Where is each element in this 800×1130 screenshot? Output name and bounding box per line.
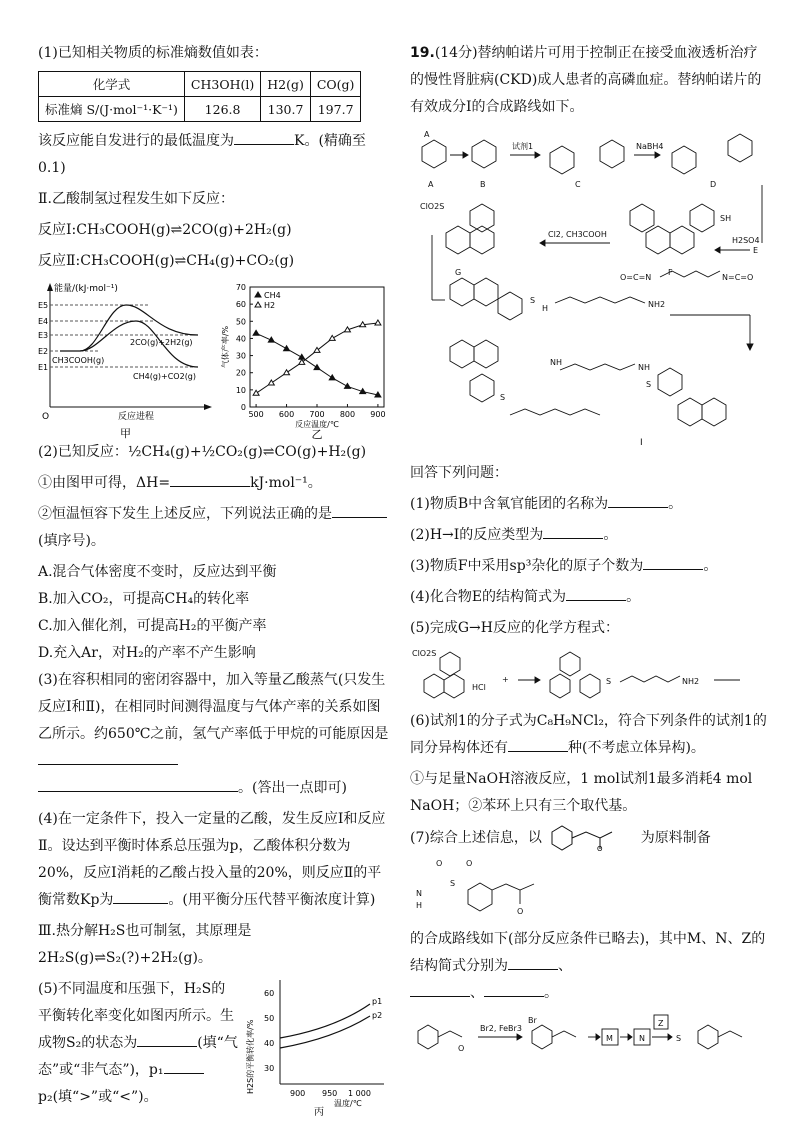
option-c: C.加入催化剂，可提高H₂的平衡产率 <box>38 618 267 634</box>
y-label: 能量/(kJ·mol⁻¹) <box>54 284 118 294</box>
svg-text:900: 900 <box>290 1089 306 1098</box>
svg-text:p1: p1 <box>372 997 383 1006</box>
svg-text:O: O <box>597 845 603 852</box>
option-b: B.加入CO₂，可提高CH₄的转化率 <box>38 591 250 607</box>
p1-curve <box>280 1004 370 1038</box>
svg-text:2CO(g)+2H2(g): 2CO(g)+2H2(g) <box>130 338 193 347</box>
svg-text:ClO2S: ClO2S <box>420 202 445 211</box>
svg-text:O: O <box>466 859 473 868</box>
series-line-H2 <box>256 323 378 393</box>
entropy-table <box>38 71 361 122</box>
svg-text:NH2: NH2 <box>648 300 666 309</box>
option-d: D.充入Ar，对H₂的产率不产生影响 <box>38 645 256 661</box>
svg-text:H: H <box>416 901 423 910</box>
svg-text:反应进程: 反应进程 <box>118 412 155 422</box>
energy-diagram <box>38 279 213 439</box>
q3-text: (3)在容积相同的密闭容器中，加入等量乙酸蒸气(只发生反应Ⅰ和Ⅱ)，在相同时间测得温度与气体产率的关系如图乙所示。约650℃之前，氢气产率低于甲烷的可能原因是 。(答出一点即可) <box>38 672 389 796</box>
data-point-H2 <box>268 380 274 385</box>
table-cell: 197.7 <box>310 97 361 122</box>
y-tick-label: 20 <box>235 368 246 378</box>
svg-text:O: O <box>517 907 524 916</box>
y-tick-label: 70 <box>235 283 246 292</box>
table-header: H2(g) <box>261 72 311 97</box>
x-axis-label: 反应温度/℃ <box>295 420 339 429</box>
svg-text:S: S <box>606 677 612 686</box>
svg-text:O: O <box>42 412 50 422</box>
legend-marker <box>255 302 261 307</box>
svg-text:H: H <box>542 304 549 313</box>
section2-title: Ⅱ.乙酸制氢过程发生如下反应： <box>38 191 234 207</box>
table-cell: 130.7 <box>261 97 311 122</box>
x-tick-label: 900 <box>370 410 386 419</box>
option-a: A.混合气体密度不变时，反应达到平衡 <box>38 564 277 580</box>
data-point-CH4 <box>284 346 290 351</box>
q5-block <box>38 976 393 1116</box>
synthesis-scheme <box>410 125 770 460</box>
svg-text:S: S <box>530 296 536 305</box>
answer-blank[interactable] <box>608 491 668 508</box>
svg-text:NH: NH <box>638 363 650 372</box>
svg-text:D: D <box>710 180 717 189</box>
svg-text:H2S的平衡转化率/%: H2S的平衡转化率/% <box>246 1019 255 1094</box>
x-tick-label: 700 <box>309 410 325 419</box>
chart-caption: 乙 <box>311 428 323 439</box>
svg-text:60: 60 <box>264 989 275 998</box>
table-row-label: 标准熵 S/(J·mol⁻¹·K⁻¹) <box>39 97 185 122</box>
svg-text:E: E <box>753 246 759 255</box>
answer-blank[interactable] <box>332 501 387 518</box>
sub-q1: (1)物质B中含氧官能团的名称为 。 <box>410 491 770 518</box>
x-tick-label: 600 <box>278 410 295 419</box>
right-column <box>410 40 770 1061</box>
svg-text:1 000: 1 000 <box>348 1089 371 1098</box>
q2-reaction: (2)已知反应：½CH₄(g)+½CO₂(g)⇌CO(g)+H₂(g) <box>38 444 367 460</box>
q2-part2: ②恒温恒容下发生上述反应，下列说法正确的是(填序号)。 <box>38 501 393 555</box>
svg-text:O=C=N: O=C=N <box>620 273 652 282</box>
data-point-CH4 <box>314 365 320 370</box>
svg-text:Cl2, CH3COOH: Cl2, CH3COOH <box>548 230 607 239</box>
table-cell: 126.8 <box>184 97 260 122</box>
x-tick-label: 500 <box>248 410 264 419</box>
svg-text:NaBH4: NaBH4 <box>636 142 664 151</box>
y-axis-label: 气体产率/% <box>221 325 230 369</box>
svg-text:M: M <box>606 1034 613 1043</box>
sub-q6: (6)试剂1的分子式为C₈H₉NCl₂，符合下列条件的试剂1的同分异构体还有 种(不考虑立体异构)。 <box>410 713 767 756</box>
y-tick-label: 0 <box>240 403 246 412</box>
data-point-H2 <box>329 335 335 340</box>
q19-intro: 19.(14分)替纳帕诺片可用于控制正在接受血液透析治疗的慢性肾脏病(CKD)成人患者的高磷血症。替纳帕诺片的有效成分I的合成路线如下。 <box>410 45 762 115</box>
data-point-CH4 <box>344 383 350 388</box>
table-header: CH3OH(l) <box>184 72 260 97</box>
answer-blank[interactable] <box>164 1057 204 1074</box>
svg-text:C: C <box>575 180 581 189</box>
sub-q6-conditions: ①与足量NaOH溶液反应，1 mol试剂1最多消耗4 mol NaOH；②苯环上只有三个取代基。 <box>410 771 753 814</box>
answer-blank[interactable] <box>410 980 470 997</box>
svg-text:A: A <box>424 130 430 139</box>
table-header: CO(g) <box>310 72 361 97</box>
svg-text:HCl: HCl <box>472 683 486 692</box>
answer-blank[interactable] <box>543 522 603 539</box>
svg-text:ClO2S: ClO2S <box>412 649 437 658</box>
p2-curve <box>280 1016 370 1048</box>
sub-q7-continue: 的合成路线如下(部分反应条件已略去)，其中M、N、Z的结构简式分别为 、 、 。 <box>410 931 766 1001</box>
answer-blank[interactable] <box>137 1030 197 1047</box>
svg-text:p2: p2 <box>372 1011 383 1020</box>
svg-text:O: O <box>436 859 443 868</box>
q5-text: (5)不同温度和压强下，H₂S的平衡转化率变化如图丙所示。生成物S₂的状态为 (填“气态”或“非气态”)，p₁p₂(填“>”或“<”)。 <box>38 981 238 1105</box>
answer-intro: 回答下列问题： <box>410 465 508 481</box>
svg-text:E2: E2 <box>38 347 49 356</box>
reaction-2: 反应Ⅱ:CH₃COOH(g)⇌CH₄(g)+CO₂(g) <box>38 253 295 269</box>
svg-text:H2SO4: H2SO4 <box>732 236 760 245</box>
sub-q2: (2)H→I的反应类型为 。 <box>410 522 770 549</box>
svg-text:E1: E1 <box>38 363 49 372</box>
data-point-CH4 <box>253 330 259 335</box>
data-point-H2 <box>284 370 290 375</box>
section3-text: Ⅲ.热分解H₂S也可制氢，其原理是2H₂S(g)⇌S₂(?)+2H₂(g)。 <box>38 923 252 966</box>
svg-text:N=C=O: N=C=O <box>722 273 754 282</box>
svg-text:NH: NH <box>550 358 562 367</box>
yield-chart <box>216 279 391 439</box>
y-tick-label: 40 <box>235 334 246 344</box>
answer-blank[interactable] <box>234 128 294 145</box>
svg-text:E5: E5 <box>38 301 49 310</box>
svg-text:CH4(g)+CO2(g): CH4(g)+CO2(g) <box>133 372 197 381</box>
sub-q5: (5)完成G→H反应的化学方程式： <box>410 620 619 636</box>
sub-q4: (4)化合物E的结构简式为 。 <box>410 584 770 611</box>
svg-text:G: G <box>455 268 462 277</box>
x-tick-label: 800 <box>339 410 356 419</box>
svg-text:丙: 丙 <box>314 1107 324 1116</box>
svg-text:N: N <box>639 1034 645 1043</box>
svg-text:SH: SH <box>720 214 732 223</box>
svg-text:S: S <box>450 879 456 888</box>
sub-q3: (3)物质F中采用sp³杂化的原子个数为 。 <box>410 553 770 580</box>
svg-text:E4: E4 <box>38 317 49 326</box>
svg-text:50: 50 <box>264 1014 275 1023</box>
svg-text:F: F <box>668 268 673 277</box>
legend-label: CH4 <box>264 291 281 300</box>
answer-blank[interactable] <box>643 553 703 570</box>
answer-blank[interactable] <box>38 748 178 765</box>
svg-text:S: S <box>500 393 506 402</box>
legend-marker <box>255 292 261 297</box>
svg-text:O: O <box>458 1044 465 1053</box>
y-tick-label: 60 <box>235 300 246 310</box>
answer-blank[interactable] <box>566 584 626 601</box>
data-point-H2 <box>253 390 259 395</box>
g-to-h-equation <box>410 646 770 708</box>
y-tick-label: 50 <box>235 317 246 327</box>
svg-text:Br: Br <box>528 1016 537 1025</box>
q4-text: (4)在一定条件下，投入一定量的乙酸，发生反应Ⅰ和反应Ⅱ。设达到平衡时体系总压强为p，乙酸体积分数为20%，反应Ⅰ消耗的乙酸占投入量的20%，则反应Ⅱ的平衡常数Kp为 。(用平衡分压代替平衡浓度计算) <box>38 811 386 908</box>
svg-text:CH3COOH(g): CH3COOH(g) <box>52 356 105 365</box>
starting-material <box>546 824 636 852</box>
answer-blank[interactable] <box>170 470 250 487</box>
svg-text:950: 950 <box>322 1089 338 1098</box>
svg-text:S: S <box>646 380 652 389</box>
reaction-1: 反应Ⅰ:CH₃COOH(g)⇌2CO(g)+2H₂(g) <box>38 222 292 238</box>
legend-label: H2 <box>264 301 276 310</box>
answer-blank[interactable] <box>113 887 168 904</box>
svg-text:40: 40 <box>264 1039 275 1048</box>
caption-jia: 甲 <box>120 427 131 439</box>
answer-blank[interactable] <box>508 735 568 752</box>
figures-row <box>38 279 393 439</box>
svg-text:+: + <box>502 675 509 684</box>
left-column <box>38 40 393 1116</box>
target-product <box>410 856 550 926</box>
answer-blank[interactable] <box>484 980 544 997</box>
svg-text:E3: E3 <box>38 331 49 340</box>
table-header: 化学式 <box>39 72 185 97</box>
svg-text:I: I <box>640 438 643 448</box>
svg-text:Br2, FeBr3: Br2, FeBr3 <box>480 1024 522 1033</box>
data-point-H2 <box>375 320 381 325</box>
svg-text:S: S <box>676 1034 682 1043</box>
svg-text:温度/℃: 温度/℃ <box>334 1099 362 1108</box>
svg-text:30: 30 <box>264 1064 275 1073</box>
answer-blank[interactable] <box>508 953 558 970</box>
svg-text:N: N <box>416 889 422 898</box>
conversion-chart <box>244 976 392 1116</box>
sub-q7: (7)综合上述信息，以 O 为原料制备 <box>410 824 770 852</box>
svg-text:A: A <box>428 180 434 189</box>
route-scheme <box>410 1011 770 1061</box>
svg-text:Z: Z <box>658 1019 664 1028</box>
data-point-CH4 <box>329 375 335 380</box>
answer-blank[interactable] <box>38 775 238 792</box>
q1-text: 该反应能自发进行的最低温度为 K。(精确至0.1) <box>38 128 393 182</box>
svg-text:B: B <box>480 180 486 189</box>
svg-text:NH2: NH2 <box>682 677 700 686</box>
q2-part1: ①由图甲可得，ΔH= kJ·mol⁻¹。 <box>38 470 393 497</box>
q1-intro: (1)已知相关物质的标准熵数值如表： <box>38 45 268 61</box>
y-tick-label: 30 <box>235 351 246 361</box>
svg-text:试剂1: 试剂1 <box>512 142 534 151</box>
y-tick-label: 10 <box>235 385 246 395</box>
